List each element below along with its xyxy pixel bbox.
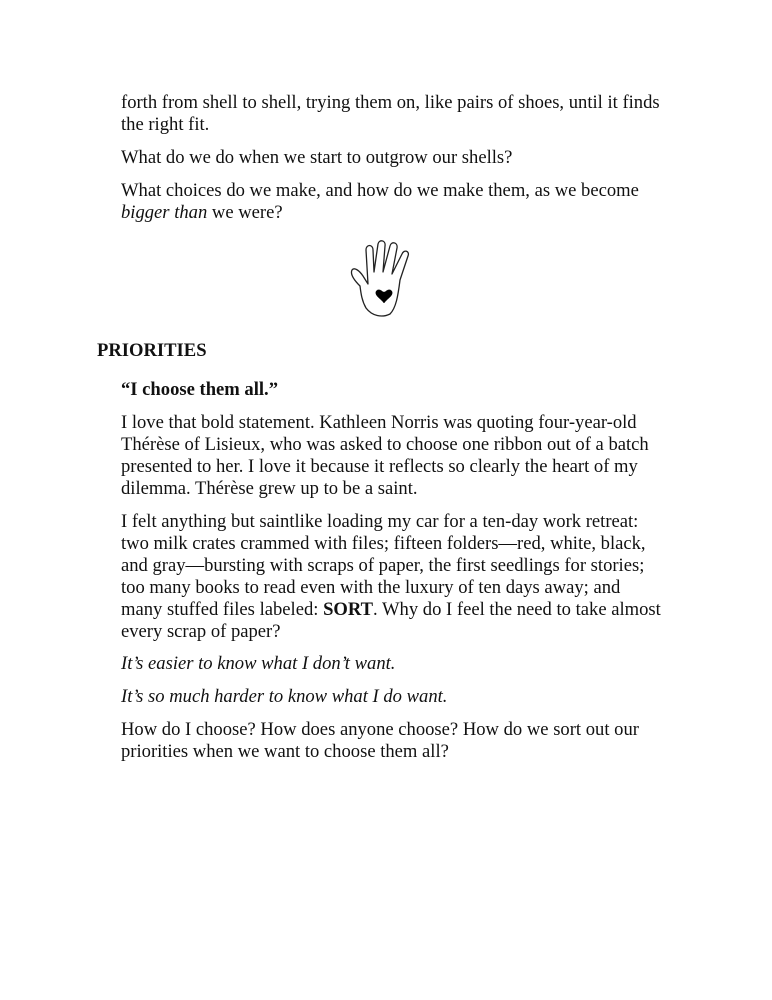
paragraph-choices-italic: bigger than <box>121 202 208 223</box>
paragraph-retreat-line-6: every scrap of paper? <box>121 621 281 642</box>
paragraph-therese-line-3: presented to her. I love it because it reflects so clearly the heart of my <box>121 456 638 477</box>
paragraph-retreat-line-3: and gray—bursting with scraps of paper, the first seedlings for stories; <box>121 555 645 576</box>
paragraph-shell-line-1: forth from shell to shell, trying them on, like pairs of shoes, until it finds <box>121 92 660 113</box>
paragraph-choices-line-1: What choices do we make, and how do we make them, as we become <box>121 180 639 201</box>
paragraph-how-choose <box>121 719 681 763</box>
paragraph-harder: It’s so much harder to know what I do want. <box>121 686 448 707</box>
paragraph-retreat-line-5c: . Why do I feel the need to take almost <box>373 599 661 620</box>
paragraph-retreat-line-4: too many books to read even with the luxury of ten days away; and <box>121 577 621 598</box>
paragraph-how-choose-line-2: priorities when we want to choose them all? <box>121 741 449 762</box>
paragraph-retreat <box>121 511 681 643</box>
paragraph-therese-line-4: dilemma. Thérèse grew up to be a saint. <box>121 478 418 499</box>
paragraph-retreat-line-1: I felt anything but saintlike loading my car for a ten-day work retreat: <box>121 511 639 532</box>
paragraph-choices <box>121 180 681 224</box>
paragraph-therese <box>121 412 681 500</box>
paragraph-outgrow <box>121 147 681 169</box>
paragraph-choices-rest: we were? <box>207 202 283 223</box>
paragraph-how-choose-line-1: How do I choose? How does anyone choose? How do we sort out our <box>121 719 639 740</box>
paragraph-easier: It’s easier to know what I don’t want. <box>121 653 396 674</box>
paragraph-shell <box>121 92 681 136</box>
paragraph-therese-line-2: Thérèse of Lisieux, who was asked to choose one ribbon out of a batch <box>121 434 649 455</box>
paragraph-outgrow-text: What do we do when we start to outgrow our shells? <box>121 147 513 168</box>
quote-heading: “I choose them all.” <box>121 379 279 400</box>
hand-with-heart-icon <box>346 238 426 320</box>
paragraph-retreat-sort: SORT <box>323 599 374 620</box>
paragraph-therese-line-1: I love that bold statement. Kathleen Norris was quoting four-year-old <box>121 412 637 433</box>
section-heading: PRIORITIES <box>97 340 207 361</box>
paragraph-retreat-line-2: two milk crates crammed with files; fifteen folders—red, white, black, <box>121 533 646 554</box>
paragraph-shell-line-2: the right fit. <box>121 114 210 135</box>
paragraph-retreat-line-5a: many stuffed files labeled: <box>121 599 324 620</box>
